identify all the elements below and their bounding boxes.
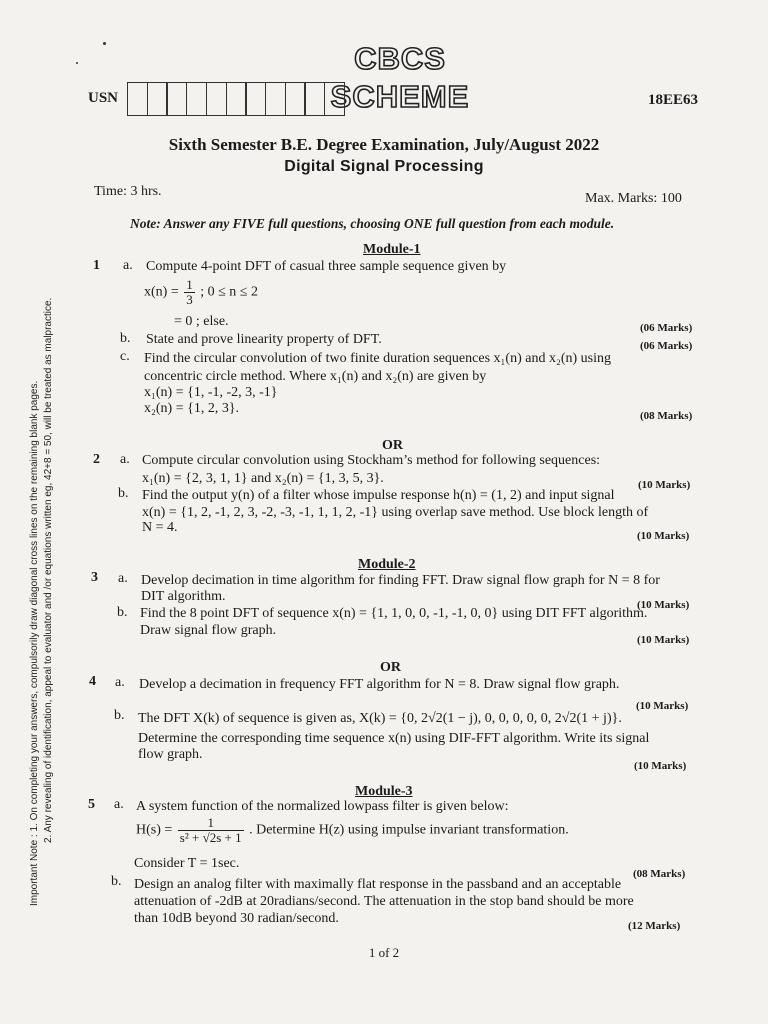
question-text: State and prove linearity property of DFT. [146,332,382,347]
question-number: 5 [88,797,95,812]
marks-label: (10 Marks) [636,700,689,712]
part-label: a. [115,675,125,690]
marks-label: (10 Marks) [638,479,691,491]
marks-label: (10 Marks) [637,530,690,542]
part-label: b. [111,874,122,889]
page-number: 1 of 2 [368,945,400,960]
part-label: b. [114,708,125,723]
question-number: 2 [93,452,100,467]
fraction-denominator: s² + √2s + 1 [179,830,242,845]
marks-label: (08 Marks) [633,868,686,880]
speck [103,42,106,45]
or-divider: OR [380,660,401,675]
marks-label: (10 Marks) [637,634,690,646]
usn-box[interactable] [206,82,227,116]
question-text: Consider T = 1sec. [134,856,240,871]
question-text: Find the 8 point DFT of sequence x(n) = {1, 1, 0, 0, -1, -1, 0, 0} using DIT FFT algorithm. [140,606,648,621]
time-allowed: Time: 3 hrs. [94,184,162,199]
equation-lhs: x(n) = [144,284,179,300]
usn-box[interactable] [285,82,306,116]
instructions-note: Note: Answer any FIVE full questions, choosing ONE full question from each module. [130,216,615,231]
question-text: The DFT X(k) of sequence is given as, X(k) = {0, 2√2(1 − j), 0, 0, 0, 0, 0, 2√2(1 + j)}. [138,711,622,726]
usn-box[interactable] [226,82,247,116]
side-important-note [28,216,56,906]
max-marks: Max. Marks: 100 [585,191,682,206]
question-number: 1 [93,258,100,273]
exam-title: Sixth Semester B.E. Degree Examination, July/August 2022 [168,135,600,154]
part-label: a. [123,258,133,273]
part-label: a. [114,797,124,812]
question-text: concentric circle method. Where x₁(n) and x₂(n) are given by [144,369,487,384]
usn-box[interactable] [147,82,168,116]
question-number: 4 [89,674,96,689]
question-text: A system function of the normalized lowpass filter is given below: [136,799,509,814]
usn-box[interactable] [324,82,345,116]
fraction-numerator: 1 [186,277,193,292]
equation: = 0 ; else. [174,314,229,329]
side-note-line1: Important Note : 1. On completing your answers, compulsorily draw diagonal cross lines on the remaining blank pages. [29,380,40,906]
question-text: Develop decimation in time algorithm for finding FFT. Draw signal flow graph for N = 8 for [141,573,660,588]
part-label: b. [118,486,129,501]
usn-box[interactable] [127,82,148,116]
part-label: b. [120,331,131,346]
question-text: x(n) = {1, 2, -1, 2, 3, -2, -3, -1, 1, 1, 2, -1} using overlap save method. Use block length of [142,505,649,520]
course-code: 18EE63 [648,92,699,108]
equation: x₁(n) = {1, -1, -2, 3, -1} [144,385,278,400]
side-note-line2: 2. Any revealing of identification, appeal to evaluator and /or equations written eg, 42+8 = 50, will be treated as malpractice. [43,297,54,843]
question-text: Design an analog filter with maximally flat response in the passband and an acceptable [134,877,622,892]
usn-box[interactable] [265,82,286,116]
part-label: c. [120,349,130,364]
fraction-numerator: 1 [178,816,244,831]
equation [136,816,569,845]
usn-box[interactable] [166,82,187,116]
module-heading: Module-3 [355,784,413,799]
part-label: a. [118,571,128,586]
part-label: b. [117,605,128,620]
fraction [184,278,195,307]
question-text: Draw signal flow graph. [140,623,277,638]
question-text: than 10dB beyond 30 radian/second. [134,911,339,926]
marks-label: (06 Marks) [640,340,693,352]
part-label: a. [120,452,130,467]
question-text: Determine the corresponding time sequence x(n) using DIF-FFT algorithm. Write its signal [138,731,650,746]
question-text: Develop a decimation in frequency FFT algorithm for N = 8. Draw signal flow graph. [139,677,620,692]
equation [144,278,258,307]
question-text: flow graph. [138,747,203,762]
module-heading: Module-1 [363,242,421,257]
usn-box[interactable] [304,82,325,116]
equation: x₂(n) = {1, 2, 3}. [144,401,240,416]
equation: x₁(n) = {2, 3, 1, 1} and x₂(n) = {1, 3, 5, 3}. [142,471,384,486]
question-number: 3 [91,570,98,585]
usn-boxes [127,82,344,116]
question-text: Find the output y(n) of a filter whose impulse response h(n) = (1, 2) and input signal [142,488,615,503]
subject-title: Digital Signal Processing [284,158,484,175]
question-text: attenuation of -2dB at 20radians/second. The attenuation in the stop band should be more [134,894,634,909]
usn-box[interactable] [245,82,266,116]
equation-rhs: . Determine H(z) using impulse invariant transformation. [249,822,569,838]
scheme-stamp: CBCS SCHEME [330,41,470,114]
marks-label: (08 Marks) [640,410,693,422]
marks-label: (10 Marks) [634,760,687,772]
question-text: N = 4. [142,520,178,535]
usn-box[interactable] [186,82,207,116]
equation-rhs: ; 0 ≤ n ≤ 2 [200,284,258,300]
module-heading: Module-2 [358,557,416,572]
question-text: Compute circular convolution using Stockham’s method for following sequences: [142,453,601,468]
question-text: Find the circular convolution of two finite duration sequences x₁(n) and x₂(n) using [144,351,611,366]
question-text: DIT algorithm. [141,589,226,604]
speck [76,62,78,64]
equation-lhs: H(s) = [136,822,173,838]
fraction [178,816,244,845]
marks-label: (12 Marks) [628,920,681,932]
fraction-denominator: 3 [186,292,193,307]
question-text: Compute 4-point DFT of casual three sample sequence given by [146,259,507,274]
marks-label: (06 Marks) [640,322,693,334]
marks-label: (10 Marks) [637,599,690,611]
usn-label: USN [88,90,119,106]
or-divider: OR [382,438,403,453]
